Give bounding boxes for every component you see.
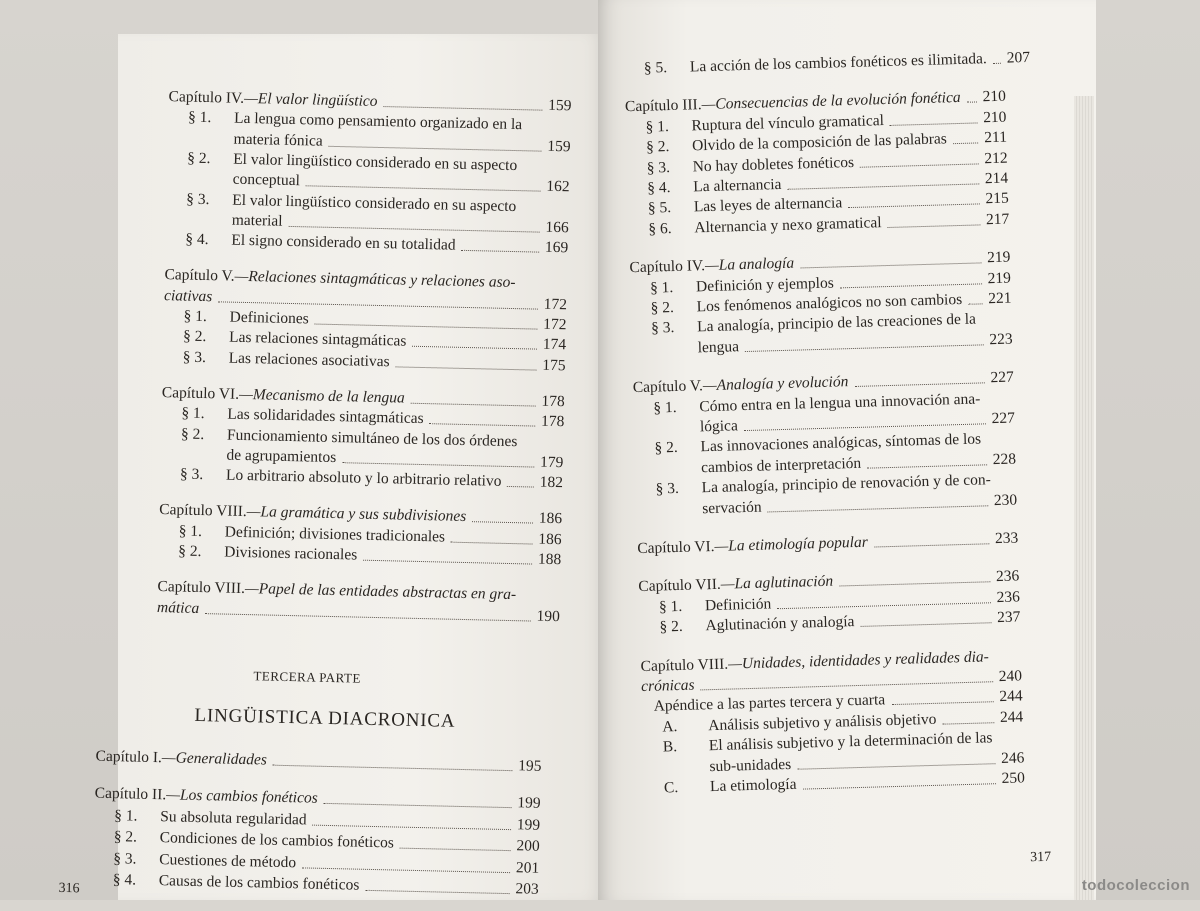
leader-dots — [803, 783, 996, 789]
entry-title-text: —Los cambios fonéticos — [166, 786, 318, 808]
entry-title-text: Las leyes de alternancia — [693, 194, 843, 216]
leader-dots — [312, 825, 510, 831]
page-ref: 174 — [542, 336, 567, 354]
leader-dots — [412, 346, 536, 350]
entry-title-text: —La analogía — [704, 254, 795, 275]
chapter-entry — [95, 747, 541, 777]
leader-dots — [867, 464, 987, 468]
leader-dots — [430, 423, 535, 426]
entry-prefix: § 1. — [649, 278, 674, 297]
entry-title-text: —La gramática y sus subdivisiones — [246, 503, 467, 526]
page-ref: 190 — [536, 607, 561, 625]
leader-dots — [324, 803, 512, 808]
entry-title-text: El valor lingüístico considerado en su aspecto — [233, 150, 518, 174]
leader-dots — [891, 702, 993, 706]
leader-dots — [890, 122, 977, 125]
page-ref: 246 — [1000, 748, 1025, 767]
entry-title-text: Las solidaridades sintagmáticas — [227, 405, 424, 428]
page-number: 317 — [1029, 849, 1052, 866]
page-ref: 200 — [516, 837, 540, 856]
entry-title-text: —Relaciones sintagmáticas y relaciones aso- — [234, 268, 516, 292]
entry-title-text: Alternancia y nexo gramatical — [694, 213, 882, 237]
entry-title-text: —Unidades, identidades y realidades dia- — [727, 647, 990, 673]
entry-prefix: § 3. — [646, 158, 671, 177]
entry-continuation-text: conceptual — [232, 170, 301, 190]
leader-dots — [507, 486, 533, 488]
entry-title — [178, 542, 357, 566]
leader-dots — [768, 505, 988, 512]
section-entry — [643, 48, 1031, 79]
entry-title-text: El signo considerado en su totalidad — [231, 231, 456, 254]
entry-title-text: Definición; divisiones tradicionales — [224, 523, 446, 546]
leader-dots — [888, 224, 981, 228]
leader-dots — [777, 602, 990, 609]
page-ref: 201 — [515, 859, 540, 877]
page-ref: 172 — [543, 295, 568, 313]
entry-title-text: El valor lingüístico considerado en su aspecto — [232, 191, 517, 215]
entry-prefix: C. — [663, 779, 679, 797]
leader-dots — [306, 185, 541, 191]
leader-dots — [860, 163, 978, 167]
leader-dots — [315, 324, 538, 330]
entry-continuation-text: crónicas — [640, 676, 695, 696]
leader-dots — [273, 765, 512, 771]
entry-prefix: § 2. — [654, 439, 679, 457]
leader-dots — [461, 250, 538, 253]
entry-prefix: Capítulo VIII. — [159, 501, 247, 521]
entry-title — [183, 307, 309, 330]
entry-title-text: Olvido de la composición de las palabras — [691, 130, 948, 155]
leader-dots — [848, 204, 979, 209]
entry-prefix: § 1. — [183, 307, 208, 326]
leader-dots — [943, 722, 995, 724]
entry-prefix: § 2. — [650, 299, 675, 317]
page-ref: 203 — [515, 880, 539, 899]
page-ref: 240 — [998, 667, 1023, 686]
entry-title-text: Condiciones de los cambios fonéticos — [159, 829, 395, 852]
page-ref: 230 — [993, 491, 1018, 509]
entry-title-text: Los fenómenos analógicos no son cambios — [696, 290, 963, 316]
entry-prefix: A. — [662, 717, 678, 736]
entry-title-text: —Consecuencias de la evolución fonética — [701, 89, 961, 114]
entry-prefix: § 2. — [645, 138, 670, 156]
page-ref: 221 — [988, 289, 1012, 308]
entry-prefix: § 3. — [179, 465, 204, 484]
page-ref: 244 — [999, 687, 1023, 706]
leader-dots — [205, 613, 531, 621]
entry-prefix: Capítulo VIII. — [157, 578, 246, 598]
entry-prefix: § 3. — [186, 190, 210, 208]
leader-dots — [874, 543, 989, 547]
page-ref: 212 — [984, 149, 1008, 167]
entry-prefix: Capítulo IV. — [629, 257, 706, 277]
entry-prefix: § 1. — [178, 522, 203, 540]
leader-dots — [854, 383, 984, 388]
entry-prefix: § 5. — [643, 59, 668, 77]
entry-title-text: Las innovaciones analógicas, síntomas de los — [700, 430, 982, 456]
right-page — [598, 0, 1096, 900]
entry-prefix: § 1. — [645, 117, 670, 136]
entry-prefix: § 4. — [647, 179, 671, 197]
page-ref: 227 — [991, 409, 1016, 428]
page-ref: 182 — [539, 473, 564, 492]
entry-continuation-text: servación — [701, 498, 762, 517]
entry-title-text: La etimología — [709, 775, 797, 796]
entry-title-text: Cuestiones de método — [159, 851, 297, 872]
page-ref: 195 — [518, 757, 542, 775]
entry-prefix: § 2. — [178, 542, 202, 561]
watermark-logo: todocoleccion — [1081, 877, 1190, 894]
page-ref: 179 — [539, 453, 564, 472]
entry-title-text: Lo arbitrario absoluto y lo arbitrario relativo — [225, 466, 502, 490]
entry-prefix: Capítulo V. — [164, 266, 235, 286]
entry-prefix: Capítulo VIII. — [640, 655, 729, 675]
page-ref: 219 — [987, 269, 1012, 287]
page-ref: 199 — [517, 794, 541, 813]
left-page-text — [58, 34, 610, 911]
entry-title-text: Cómo entra en la lengua una innovación ana- — [699, 390, 981, 415]
entry-title-text: Definición y ejemplos — [695, 274, 834, 295]
entry-continuation-text: de agrupamientos — [226, 446, 337, 466]
entry-title-text: —La aglutinación — [720, 573, 834, 594]
entry-title-text: Funcionamiento simultáneo de los dos órdenes — [226, 426, 518, 450]
entry-title — [644, 49, 987, 79]
page-ref: 228 — [992, 450, 1017, 468]
leader-dots — [451, 541, 532, 544]
entry-continuation-text: materia fónica — [233, 130, 323, 150]
leader-dots — [302, 867, 510, 873]
entry-prefix: Capítulo II. — [94, 785, 167, 804]
entry-prefix: B. — [662, 738, 678, 756]
entry-prefix: § 2. — [180, 425, 205, 443]
leader-dots — [363, 560, 532, 565]
leader-dots — [411, 403, 536, 407]
entry-title-text: No hay dobletes fonéticos — [692, 153, 855, 176]
leader-dots — [788, 183, 980, 189]
entry-title-text: Causas de los cambios fonéticos — [158, 872, 360, 895]
entry-continuation-text: mática — [156, 598, 200, 617]
entry-title — [659, 594, 772, 617]
entry-prefix: § 3. — [650, 319, 675, 338]
left-page — [58, 34, 610, 900]
page-ref: 211 — [984, 128, 1008, 147]
entry-prefix: § 1. — [653, 398, 677, 417]
entry-title — [113, 870, 360, 896]
entry-prefix: § 1. — [187, 108, 212, 127]
page-number: 316 — [58, 880, 80, 897]
page-ref: 166 — [545, 218, 569, 237]
entry-title-text: Definiciones — [229, 308, 309, 328]
entry-title — [664, 775, 797, 799]
page-ref: 178 — [540, 412, 565, 431]
entry-title-text: —Analogía y evolución — [702, 373, 849, 395]
leader-dots — [395, 366, 536, 370]
entry-prefix: § 2. — [113, 828, 138, 847]
entry-continuation-text: cambios de interpretación — [700, 454, 862, 477]
page-edges — [1074, 96, 1094, 900]
entry-prefix: § 2. — [182, 327, 207, 346]
entry-title-text: El análisis subjetivo y la determinación de las — [708, 729, 993, 755]
leader-dots — [968, 303, 982, 304]
entry-title-text: —El valor lingüístico — [243, 89, 378, 110]
entry-title-text: La lengua como pensamiento organizado en la — [233, 109, 523, 134]
entry-title — [182, 347, 389, 372]
leader-dots — [342, 462, 534, 467]
entry-prefix: § 1. — [181, 404, 205, 423]
entry-title — [95, 747, 267, 771]
entry-continuation-text: sub-unidades — [709, 755, 792, 775]
entry-prefix: § 3. — [182, 348, 207, 366]
entry-prefix: § 2. — [659, 618, 684, 636]
entry-continuation-text: ciativas — [163, 286, 213, 305]
entry-title-text: La acción de los cambios fonéticos es ilimitada. — [689, 50, 988, 76]
leader-dots — [400, 848, 511, 852]
entry-prefix: Capítulo VI. — [637, 537, 715, 558]
leader-dots — [993, 63, 1001, 64]
page-ref: 199 — [516, 816, 541, 834]
entry-prefix: § 5. — [647, 199, 672, 218]
entry-title-text: —Generalidades — [161, 749, 268, 769]
part-label: TERCERA PARTE — [253, 668, 362, 686]
entry-prefix: § 3. — [655, 480, 680, 498]
page-ref: 210 — [982, 88, 1007, 106]
page-ref: 215 — [985, 190, 1009, 208]
entry-title — [659, 612, 854, 637]
entry-prefix: Capítulo I. — [95, 747, 163, 767]
entry-prefix: Capítulo V. — [632, 377, 704, 397]
page-ref: 159 — [548, 96, 572, 115]
page-ref: 159 — [547, 137, 571, 155]
leader-dots — [329, 145, 542, 151]
leader-dots — [953, 143, 979, 145]
page-ref: 210 — [982, 108, 1007, 127]
page-ref: 236 — [996, 588, 1021, 606]
page-ref: 244 — [999, 708, 1024, 726]
entry-title-text: Análisis subjetivo y análisis objetivo — [708, 710, 937, 734]
leader-dots — [797, 763, 995, 770]
page-ref: 207 — [1006, 48, 1031, 67]
leader-dots — [383, 106, 542, 111]
page-ref: 219 — [986, 248, 1011, 267]
entry-title — [637, 533, 868, 559]
right-page-text — [598, 0, 1121, 900]
leader-dots — [840, 283, 982, 288]
entry-title-text: Divisiones racionales — [224, 543, 358, 564]
entry-prefix: Capítulo VII. — [638, 576, 721, 596]
page-ref: 175 — [542, 356, 566, 374]
page-ref: 223 — [989, 330, 1013, 348]
entry-prefix: Capítulo IV. — [168, 88, 245, 107]
entry-prefix: § 1. — [114, 807, 138, 825]
entry-title-text: —Papel de las entidades abstractas en gra- — [244, 580, 517, 604]
entry-title-text: La analogía, principio de renovación y de con- — [701, 471, 992, 497]
entry-title-text: Las relaciones sintagmáticas — [228, 328, 407, 350]
page-ref: 172 — [543, 315, 567, 334]
page-ref: 162 — [546, 177, 570, 196]
leader-dots — [800, 263, 981, 269]
page-ref: 233 — [994, 529, 1019, 548]
entry-prefix: § 1. — [658, 597, 683, 616]
entry-prefix: § 6. — [648, 219, 672, 238]
part-title: LINGÜISTICA DIACRONICA — [194, 704, 456, 732]
entry-prefix: § 2. — [187, 149, 211, 168]
page-ref: 186 — [538, 530, 562, 548]
page-ref: 214 — [984, 169, 1009, 188]
leader-dots — [365, 890, 509, 894]
page-ref: 178 — [541, 392, 565, 411]
entry-title-text: Las relaciones asociativas — [228, 349, 390, 370]
entry-prefix: § 3. — [113, 849, 137, 868]
leader-dots — [839, 582, 990, 587]
page-ref: 237 — [996, 608, 1021, 627]
entry-title-text: Ruptura del vínculo gramatical — [691, 111, 885, 135]
entry-title — [114, 806, 307, 830]
leader-dots — [967, 102, 977, 103]
entry-prefix: Capítulo III. — [624, 96, 702, 116]
leader-dots — [745, 344, 983, 352]
page-ref: 169 — [544, 238, 569, 257]
entry-title-text: —Mecanismo de la lengua — [238, 385, 405, 407]
page-ref: 236 — [995, 567, 1020, 586]
entry-title-text: Aglutinación y analogía — [705, 613, 855, 635]
chapter-entry — [637, 528, 1018, 559]
entry-title — [113, 849, 296, 873]
entry-title-text: Su absoluta regularidad — [160, 808, 307, 829]
page-ref: 217 — [985, 210, 1010, 229]
entry-continuation-text: lógica — [699, 417, 739, 436]
entry-title-text: Apéndice a las partes tercera y cuarta — [653, 691, 886, 716]
leader-dots — [288, 226, 539, 233]
entry-title-text: La analogía, principio de las creaciones de la — [696, 310, 977, 336]
page-ref: 227 — [990, 368, 1014, 387]
entry-title-text: —La etimología popular — [714, 533, 868, 555]
entry-title-text: La alternancia — [693, 175, 782, 196]
entry-prefix: § 4. — [185, 230, 209, 249]
page-ref: 188 — [537, 550, 562, 569]
entry-prefix: § 4. — [112, 871, 137, 890]
leader-dots — [472, 522, 533, 524]
page-ref: 186 — [538, 510, 563, 528]
entry-prefix: Capítulo VI. — [161, 383, 240, 403]
entry-title-text: Definición — [704, 595, 772, 615]
leader-dots — [861, 622, 992, 627]
entry-continuation-text: material — [231, 211, 283, 230]
page-ref: 250 — [1001, 769, 1026, 788]
entry-continuation-text: lengua — [697, 337, 740, 357]
